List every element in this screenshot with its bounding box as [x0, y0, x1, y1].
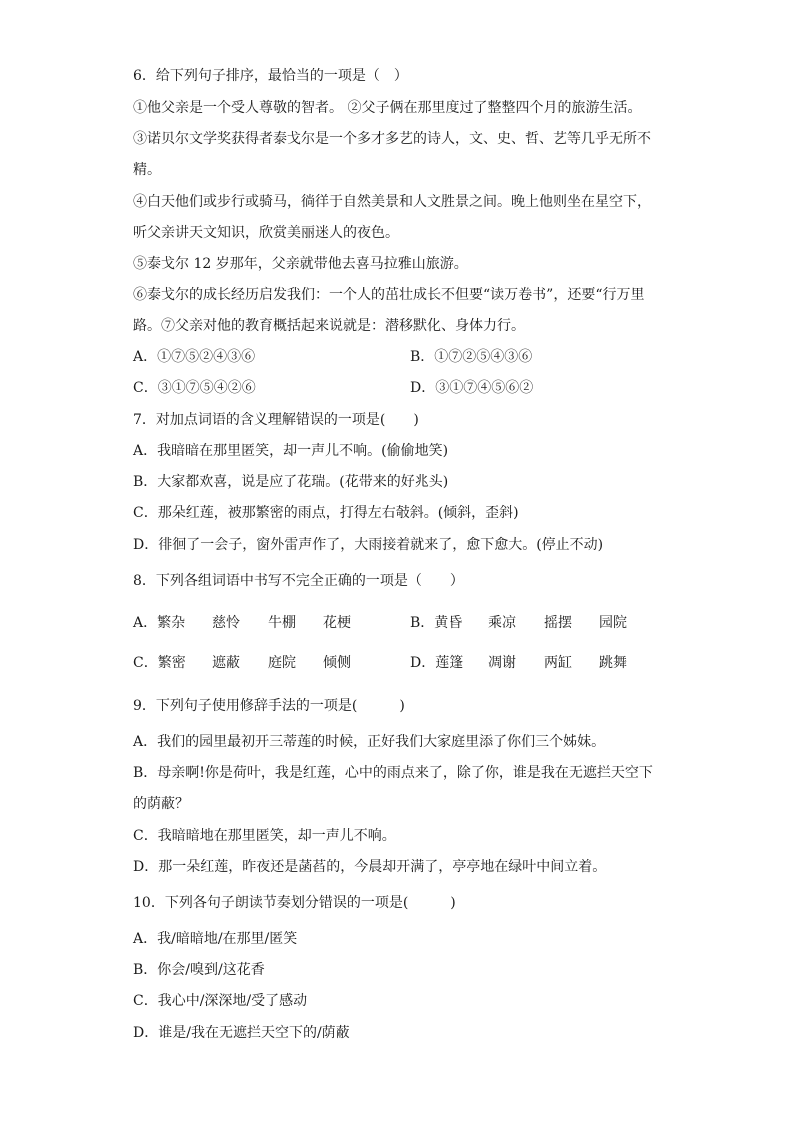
q7-option-d: D．徘徊了一会子，窗外雷声作了，大雨接着就来了，愈下愈大。(停止不动): [133, 537, 604, 553]
q6-option-b: B．①⑦②⑤④③⑥: [410, 349, 533, 365]
q9-stem: 9．下列句子使用修辞手法的一项是( ): [133, 698, 405, 714]
q9-option-b-cont: 的荫蔽？: [133, 796, 189, 812]
q8-word: 牛棚: [268, 615, 296, 631]
q8-word: 园院: [599, 615, 627, 631]
q7-option-c: C．那朵红莲，被那繁密的雨点，打得左右攲斜。(倾斜，歪斜): [133, 505, 519, 521]
q8-word: 庭院: [268, 655, 296, 671]
q10-option-c: C．我心中/深深地/受了感动: [133, 993, 308, 1009]
q6-option-a: A．①⑦⑤②④③⑥: [133, 349, 256, 365]
q9-option-b: B．母亲啊!你是荷叶，我是红莲，心中的雨点来了，除了你，谁是我在无遮拦天空下: [133, 765, 653, 781]
q6-line-1: ①他父亲是一个受人尊敬的智者。 ②父子俩在那里度过了整整四个月的旅游生活。: [133, 100, 642, 116]
q8-word: 摇摆: [544, 615, 572, 631]
q6-line-2: ③诺贝尔文学奖获得者泰戈尔是一个多才多艺的诗人，文、史、哲、艺等几乎无所不: [133, 131, 651, 147]
q8-option-b: B．黄昏: [410, 615, 463, 631]
q10-stem: 10．下列各句子朗读节奏划分错误的一项是( ): [133, 895, 456, 911]
q8-word: 慈怜: [212, 615, 240, 631]
q6-option-c: C．③①⑦⑤④②⑥: [133, 380, 256, 396]
q9-option-a: A．我们的园里最初开三蒂莲的时候，正好我们大家庭里添了你们三个姊妹。: [133, 734, 606, 750]
q6-line-6: ⑤泰戈尔 12 岁那年，父亲就带他去喜马拉雅山旅游。: [133, 256, 468, 272]
q7-stem: 7．对加点词语的含义理解错误的一项是( ): [133, 412, 419, 428]
q8-option-d: D．莲篷: [410, 655, 464, 671]
q8-option-a: A．繁杂: [133, 615, 186, 631]
q8-word: 乘凉: [488, 615, 516, 631]
q8-option-c: C．繁密: [133, 655, 186, 671]
q10-option-d: D．谁是/我在无遮拦天空下的/荫蔽: [133, 1025, 350, 1041]
q6-line-7: ⑥泰戈尔的成长经历启发我们：一个人的茁壮成长不但要“读万卷书”，还要“行万里: [133, 287, 645, 303]
q6-stem: 6．给下列句子排序，最恰当的一项是（ ）: [133, 68, 408, 84]
q6-line-8: 路。⑦父亲对他的教育概括起来说就是：潜移默化、身体力行。: [133, 318, 525, 334]
q8-word: 两缸: [544, 655, 572, 671]
q6-line-3: 精。: [133, 162, 161, 178]
q8-word: 跳舞: [599, 655, 627, 671]
q6-line-5: 听父亲讲天文知识，欣赏美丽迷人的夜色。: [133, 225, 399, 241]
q6-option-d: D．③①⑦④⑤⑥②: [410, 380, 534, 396]
q8-word: 花梗: [323, 615, 351, 631]
q10-option-a: A．我/暗暗地/在那里/匿笑: [133, 931, 298, 947]
q7-option-a: A．我暗暗在那里匿笑，却一声儿不响。(偷偷地笑): [133, 443, 449, 459]
q8-word: 倾侧: [323, 655, 351, 671]
q9-option-c: C．我暗暗地在那里匿笑，却一声儿不响。: [133, 828, 396, 844]
q10-option-b: B．你会/嗅到/这花香: [133, 962, 265, 978]
q8-word: 遮蔽: [212, 655, 240, 671]
q8-stem: 8．下列各组词语中书写不完全正确的一项是（ ）: [133, 573, 464, 589]
q7-option-b: B．大家都欢喜，说是应了花瑞。(花带来的好兆头): [133, 474, 449, 490]
q9-option-d: D．那一朵红莲，昨夜还是菡萏的，今晨却开满了，亭亭地在绿叶中间立着。: [133, 859, 607, 875]
q8-word: 凋谢: [488, 655, 516, 671]
q6-line-4: ④白天他们或步行或骑马，徜徉于自然美景和人文胜景之间。晚上他则坐在星空下，: [133, 194, 651, 210]
